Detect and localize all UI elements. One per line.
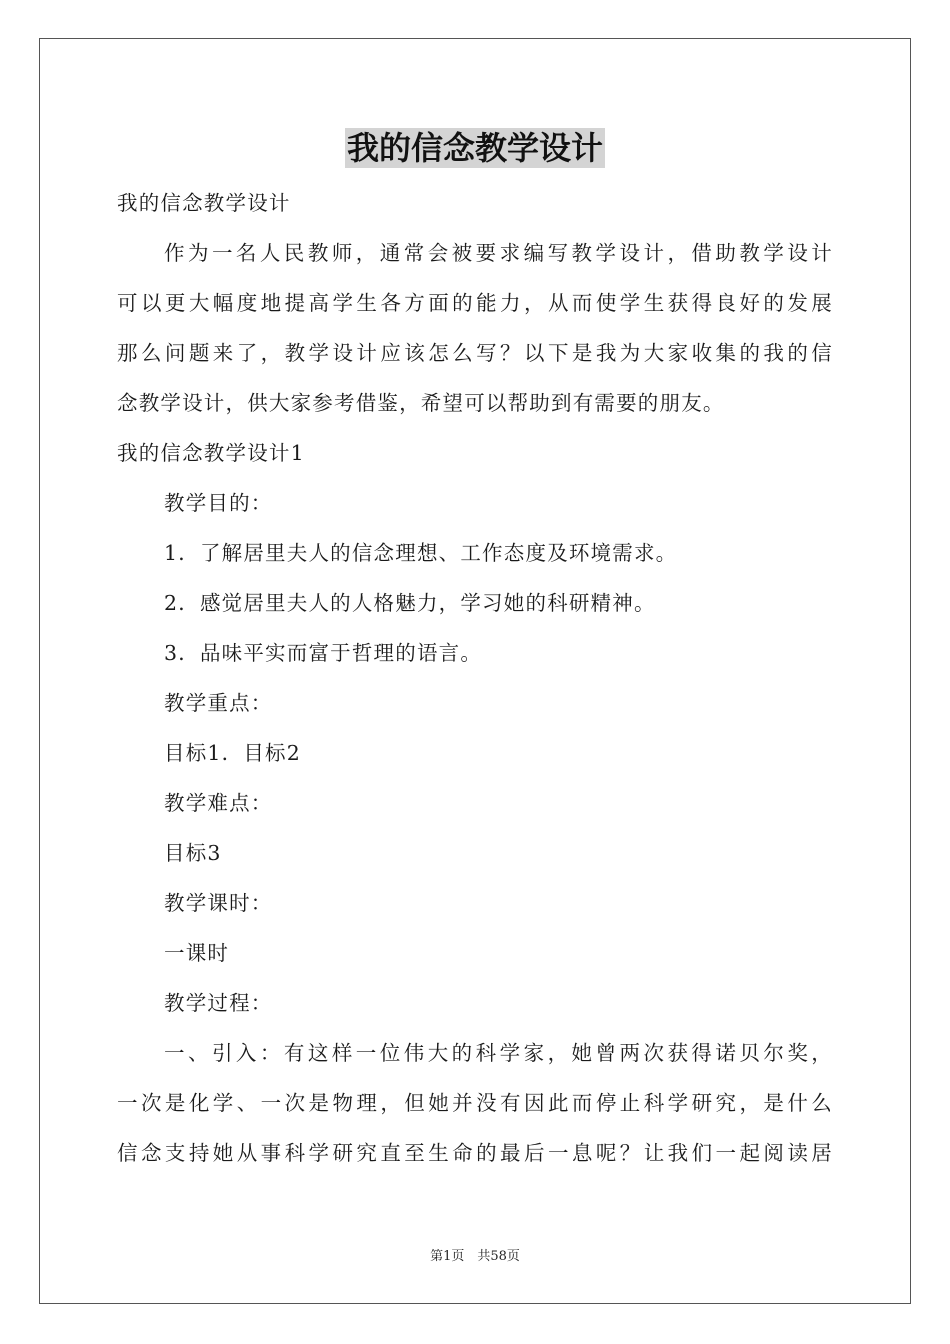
text-line: 教学过程： — [164, 991, 273, 1015]
text-line: 教学目的： — [164, 491, 273, 515]
text-line: 我的信念教学设计 — [117, 191, 291, 215]
text-line: 2．感觉居里夫人的人格魅力，学习她的科研精神。 — [164, 591, 656, 615]
text-line: 信念支持她从事科学研究直至生命的最后一息呢？让我们一起阅读居 — [117, 1141, 833, 1165]
document-title: 我的信念教学设计 — [346, 129, 603, 167]
text-line: 一、引入：有这样一位伟大的科学家，她曾两次获得诺贝尔奖， — [164, 1041, 833, 1065]
text-line: 我的信念教学设计1 — [117, 441, 305, 465]
text-line: 教学课时： — [164, 891, 273, 915]
text-line: 教学难点： — [164, 791, 273, 815]
text-line: 一课时 — [164, 941, 230, 965]
text-line: 目标1．目标2 — [164, 741, 301, 765]
text-line: 可以更大幅度地提高学生各方面的能力，从而使学生获得良好的发展 — [117, 291, 833, 315]
text-line: 目标3 — [164, 841, 222, 865]
text-line: 一次是化学、一次是物理，但她并没有因此而停止科学研究，是什么 — [117, 1091, 833, 1115]
text-line: 3．品味平实而富于哲理的语言。 — [164, 641, 483, 665]
page-footer: 第1页 共58页 — [430, 1249, 520, 1264]
text-line: 那么问题来了，教学设计应该怎么写？以下是我为大家收集的我的信 — [117, 341, 833, 365]
title-container — [0, 128, 950, 168]
text-line: 作为一名人民教师，通常会被要求编写教学设计，借助教学设计 — [164, 241, 833, 265]
text-line: 1．了解居里夫人的信念理想、工作态度及环境需求。 — [164, 541, 678, 565]
document-body — [117, 178, 833, 1178]
text-line: 教学重点： — [164, 691, 273, 715]
text-line: 念教学设计，供大家参考借鉴，希望可以帮助到有需要的朋友。 — [117, 391, 725, 415]
